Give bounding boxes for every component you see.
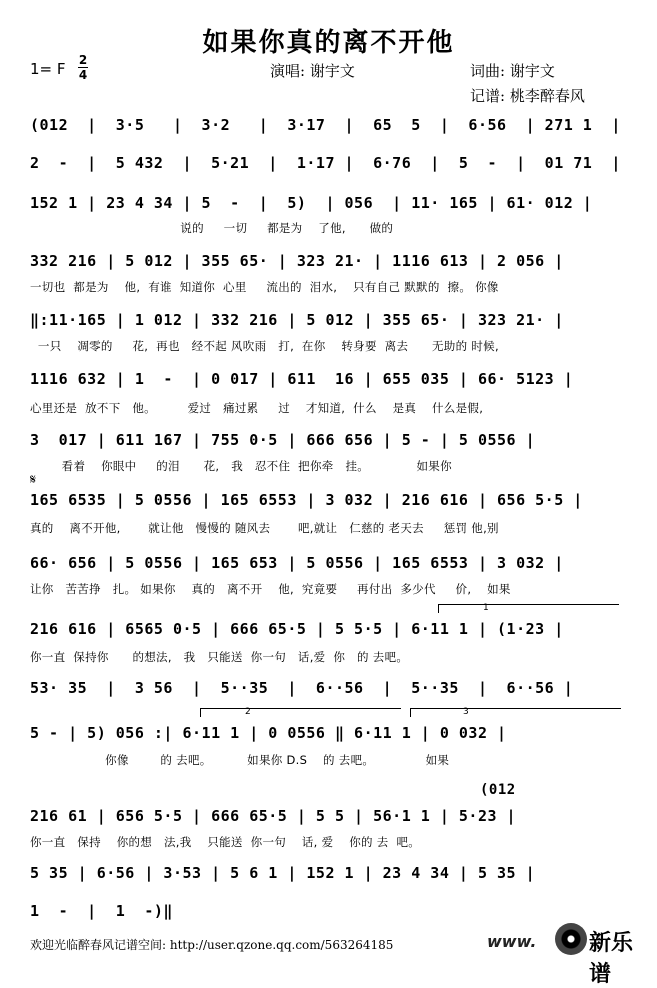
lyricist-credit: 词曲: 谢宇文 xyxy=(470,62,555,80)
score-line-11: 53· 35 | 3 56 | 5··35 | 6··56 | 5··35 | 6··56 | xyxy=(30,679,574,697)
score-line-15: 1 - | 1 -)‖ xyxy=(30,902,173,920)
volta-3-label: 3 xyxy=(463,707,469,717)
pickup-notes: (012 xyxy=(480,782,516,798)
logo-name: 新乐谱 xyxy=(589,931,634,987)
key-signature: 1= F xyxy=(30,60,66,78)
volta-bracket-3 xyxy=(410,708,621,717)
site-logo xyxy=(487,922,647,987)
singer-credit: 演唱: 谢宇文 xyxy=(270,62,355,80)
lyrics-line-9: 让你 苦苦挣 扎。 如果你 真的 离不开 他, 究竟要 再付出 多少代 价, 如果 xyxy=(30,582,511,596)
volta-bracket-2 xyxy=(200,708,401,717)
transcriber-credit: 记谱: 桃李醉春风 xyxy=(470,87,585,105)
lyrics-line-12: 你像 的 去吧。 如果你 D.S 的 去吧。 如果 xyxy=(30,753,450,767)
lyrics-line-3: 说的 一切 都是为 了他, 做的 xyxy=(30,221,394,235)
lyrics-line-5: 一只 凋零的 花, 再也 经不起 风吹雨 打, 在你 转身要 离去 无助的 时候, xyxy=(30,339,499,353)
lyrics-line-13: 你一直 保持 你的想 法,我 只能送 你一句 话, 爱 你的 去 吧。 xyxy=(30,835,421,849)
score-line-5: ‖:11·165 | 1 012 | 332 216 | 5 012 | 355 65· | 323 21· | xyxy=(30,311,564,329)
score-line-4: 332 216 | 5 012 | 355 65· | 323 21· | 1116 613 | 2 056 | xyxy=(30,252,564,270)
volta-bracket-1 xyxy=(438,604,619,613)
score-line-12: 5 - | 5) 056 :| 6·11 1 | 0 0556 ‖ 6·11 1 | 0 032 | xyxy=(30,724,507,742)
lyrics-line-4: 一切也 都是为 他, 有谁 知道你 心里 流出的 泪水, 只有自己 默默的 擦。 你像 xyxy=(30,280,499,294)
volta-2-label: 2 xyxy=(245,707,251,717)
lyrics-line-8: 真的 离不开他, 就让他 慢慢的 随风去 吧,就让 仁慈的 老天去 惩罚 他,别 xyxy=(30,521,499,535)
score-line-2: 2 - | 5 432 | 5·21 | 1·17 | 6·76 | 5 - | 01 71 | xyxy=(30,154,621,172)
logo-www: www. xyxy=(487,932,537,951)
time-sig-bottom: 4 xyxy=(78,68,88,82)
song-title: 如果你真的离不开他 xyxy=(202,28,455,58)
time-sig-top: 2 xyxy=(78,53,88,67)
score-line-14: 5 35 | 6·56 | 3·53 | 5 6 1 | 152 1 | 23 4 34 | 5 35 | xyxy=(30,864,536,882)
lyrics-line-7: 看着 你眼中 的泪 花, 我 忍不住 把你牵 挂。 如果你 xyxy=(30,459,452,473)
footer-link-text: 欢迎光临醉春风记谱空间: http://user.qzone.qq.com/563264185 xyxy=(30,938,394,952)
volta-1-label: 1 xyxy=(483,603,489,613)
lyrics-line-6: 心里还是 放不下 他。 爱过 痛过累 过 才知道, 什么 是真 什么是假, xyxy=(30,401,484,415)
score-line-8: 165 6535 | 5 0556 | 165 6553 | 3 032 | 216 616 | 656 5·5 | xyxy=(30,491,583,509)
score-line-9: 66· 656 | 5 0556 | 165 653 | 5 0556 | 165 6553 | 3 032 | xyxy=(30,554,564,572)
score-line-6: 1116 632 | 1 - | 0 017 | 611 16 | 655 035 | 66· 5123 | xyxy=(30,370,574,388)
score-line-1: (012 | 3·5 | 3·2 | 3·17 | 65 5 | 6·56 | 271 1 | xyxy=(30,116,621,134)
record-disc-icon xyxy=(555,923,587,955)
time-signature xyxy=(78,54,88,81)
score-line-3: 152 1 | 23 4 34 | 5 - | 5) | 056 | 11· 165 | 61· 012 | xyxy=(30,194,593,212)
score-line-7: 3 017 | 611 167 | 755 0·5 | 666 656 | 5 - | 5 0556 | xyxy=(30,431,536,449)
lyrics-line-10: 你一直 保持你 的想法, 我 只能送 你一句 话,爱 你 的 去吧。 xyxy=(30,650,409,664)
score-line-10: 216 616 | 6565 0·5 | 666 65·5 | 5 5·5 | 6·11 1 | (1·23 | xyxy=(30,620,564,638)
segno-sign: 𝄋 xyxy=(30,472,37,488)
score-line-13: 216 61 | 656 5·5 | 666 65·5 | 5 5 | 56·1 1 | 5·23 | xyxy=(30,807,517,825)
